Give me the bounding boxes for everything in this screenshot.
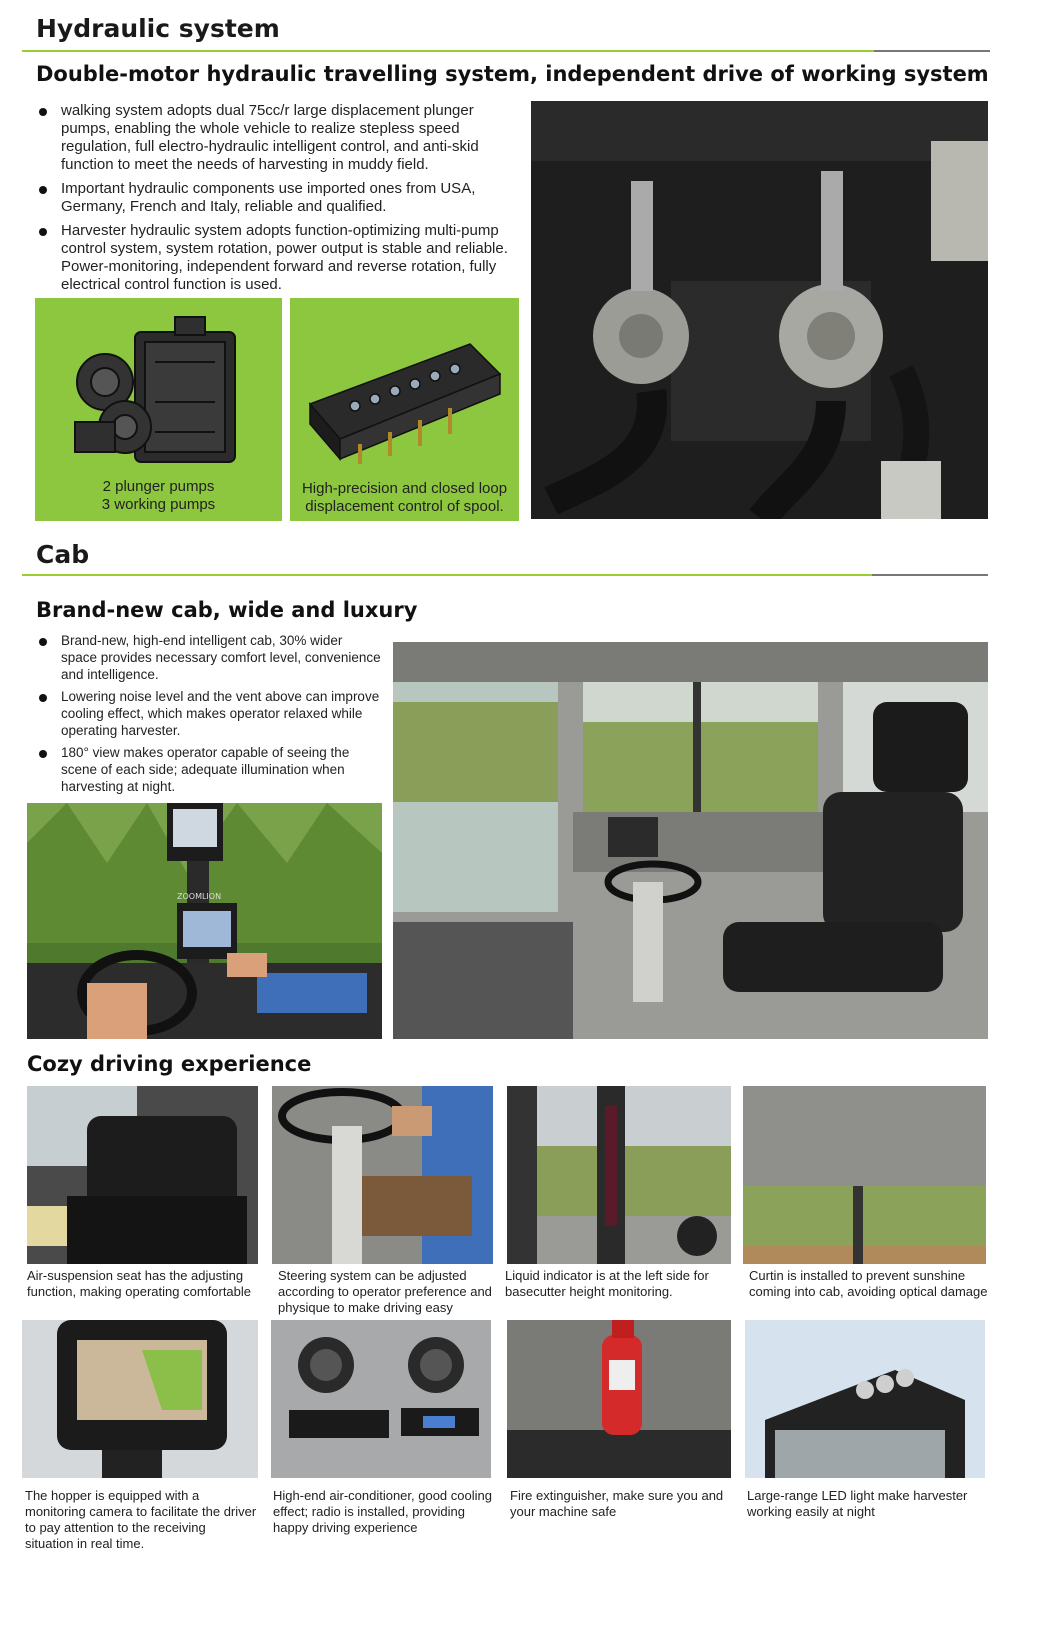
hydraulic-bullet: walking system adopts dual 75cc/r large displacement plunger pumps, enabling the whole vehicle to realize stepless speed regulation, full electro-hydraulic intelligent control, and anti-skid function to meet the needs of harvesting in muddy field. — [36, 102, 516, 174]
hydraulic-pumps-photo — [531, 101, 988, 519]
pumps-caption-line2: 3 working pumps — [101, 496, 216, 513]
fire-extinguisher-caption: Fire extinguisher, make sure you and your machine safe — [510, 1488, 724, 1519]
spool-feature-box — [290, 298, 519, 521]
cab-bullet: Brand-new, high-end intelligent cab, 30% wider space provides necessary comfort level, convenience and intelligence. — [36, 632, 381, 683]
steering-system-photo — [272, 1086, 493, 1264]
liquid-indicator-photo — [507, 1086, 731, 1264]
cab-bullet-list — [36, 632, 381, 800]
spool-caption-line2: displacement control of spool. — [305, 498, 504, 515]
air-suspension-seat-photo — [27, 1086, 258, 1264]
hydraulic-divider — [22, 50, 990, 52]
hydraulic-bullet: Important hydraulic components use imported ones from USA, Germany, French and Italy, reliable and qualified. — [36, 180, 516, 216]
cab-subtitle: Brand-new cab, wide and luxury — [36, 598, 418, 622]
led-lights-photo — [745, 1320, 985, 1478]
cab-divider — [22, 574, 988, 576]
hydraulic-bullet: Harvester hydraulic system adopts function-optimizing multi-pump control system, system rotation, power output is stable and reliable. Power-monitoring, independent forward and reverse rotation, fully electrical control function is used. — [36, 222, 516, 294]
cab-bullet: Lowering noise level and the vent above can improve cooling effect, which makes operator relaxed while operating harvester. — [36, 688, 381, 739]
pump-assembly-illustration — [65, 312, 255, 482]
hopper-camera-monitor-photo — [22, 1320, 258, 1478]
cab-section-title: Cab — [36, 540, 90, 569]
valve-block-illustration — [300, 324, 510, 464]
air-conditioner-radio-photo — [271, 1320, 491, 1478]
pumps-feature-box — [35, 298, 282, 521]
hydraulic-section-title: Hydraulic system — [36, 14, 280, 43]
air-suspension-seat-caption: Air-suspension seat has the adjusting function, making operating comfortable — [27, 1268, 252, 1299]
fire-extinguisher-photo — [507, 1320, 731, 1478]
hopper-camera-caption: The hopper is equipped with a monitoring camera to facilitate the driver to pay attention to the receiving situation in real time. — [25, 1488, 257, 1551]
spool-caption-line1: High-precision and closed loop — [301, 480, 508, 497]
cozy-section-title: Cozy driving experience — [27, 1052, 312, 1076]
sun-curtain-photo — [743, 1086, 986, 1264]
steering-system-caption: Steering system can be adjusted according to operator preference and physique to make driving easy — [278, 1268, 492, 1315]
led-lights-caption: Large-range LED light make harvester working easily at night — [747, 1488, 968, 1519]
hydraulic-subtitle: Double-motor hydraulic travelling system, independent drive of working system — [36, 62, 989, 86]
cab-seat-photo — [393, 642, 988, 1039]
pumps-caption-line1: 2 plunger pumps — [102, 478, 215, 495]
hydraulic-bullet-list — [36, 102, 516, 300]
air-conditioner-caption: High-end air-conditioner, good cooling effect; radio is installed, providing happy driving experience — [273, 1488, 492, 1535]
monitor-brand-label: ZOOMLION — [177, 892, 222, 901]
liquid-indicator-caption: Liquid indicator is at the left side for basecutter height monitoring. — [505, 1268, 709, 1299]
sun-curtain-caption: Curtin is installed to prevent sunshine coming into cab, avoiding optical damage — [749, 1268, 988, 1299]
cab-bullet: 180° view makes operator capable of seeing the scene of each side; adequate illumination when harvesting at night. — [36, 744, 381, 795]
cab-controls-photo — [27, 803, 382, 1039]
